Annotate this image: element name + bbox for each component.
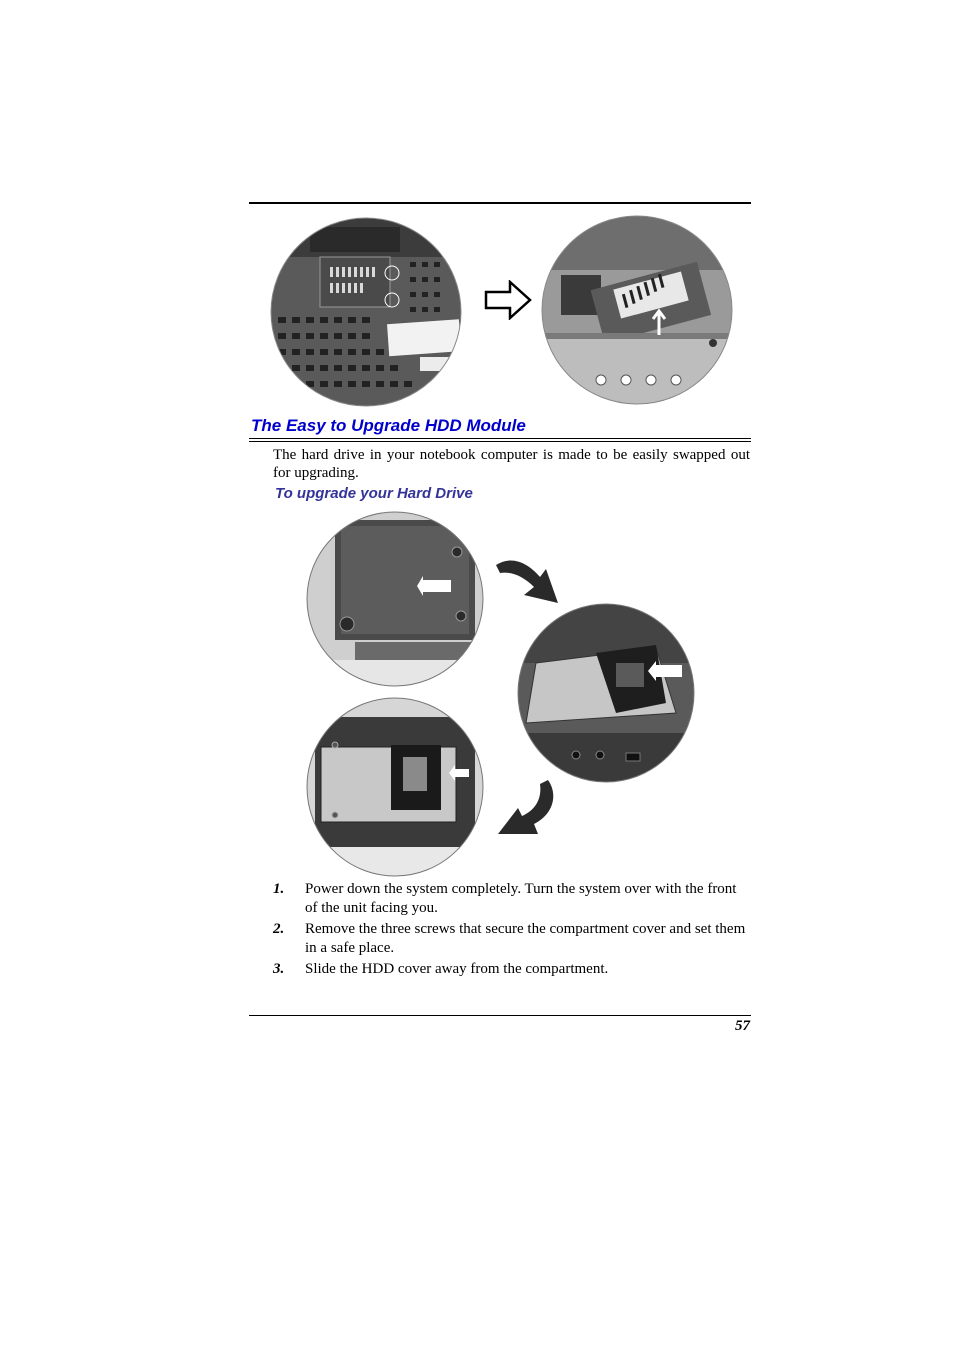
step-number: 2.	[273, 921, 285, 937]
subsection-title: To upgrade your Hard Drive	[275, 485, 473, 502]
hdd-cover-photo	[305, 510, 485, 688]
memory-compartment-photo	[270, 217, 462, 407]
memory-module-photo	[541, 215, 733, 405]
step-text: Power down the system completely. Turn the system over with the front of the unit facing you.	[305, 881, 737, 916]
steps-list	[273, 880, 751, 981]
header-rule	[249, 202, 751, 204]
footer-rule	[249, 1015, 751, 1016]
section-title: The Easy to Upgrade HDD Module	[251, 416, 526, 435]
step-text: Remove the three screws that secure the compartment cover and set them in a safe place.	[305, 921, 746, 956]
hdd-removal-photo	[516, 603, 696, 783]
curved-arrow-down-icon	[494, 555, 568, 607]
step-text: Slide the HDD cover away from the compartment.	[305, 961, 609, 977]
section-rule	[249, 438, 751, 439]
list-item	[273, 920, 751, 958]
curved-arrow-left-icon	[496, 778, 560, 844]
page-number: 57	[735, 1018, 750, 1034]
step-number: 3.	[273, 961, 285, 977]
hdd-compartment-photo	[305, 697, 485, 877]
intro-paragraph: The hard drive in your notebook computer is made to be easily swapped out for upgrading.	[273, 447, 750, 481]
list-item	[273, 880, 751, 918]
step-number: 1.	[273, 881, 285, 897]
right-arrow-icon	[484, 280, 532, 320]
section-rule	[249, 441, 751, 442]
list-item	[273, 960, 751, 979]
